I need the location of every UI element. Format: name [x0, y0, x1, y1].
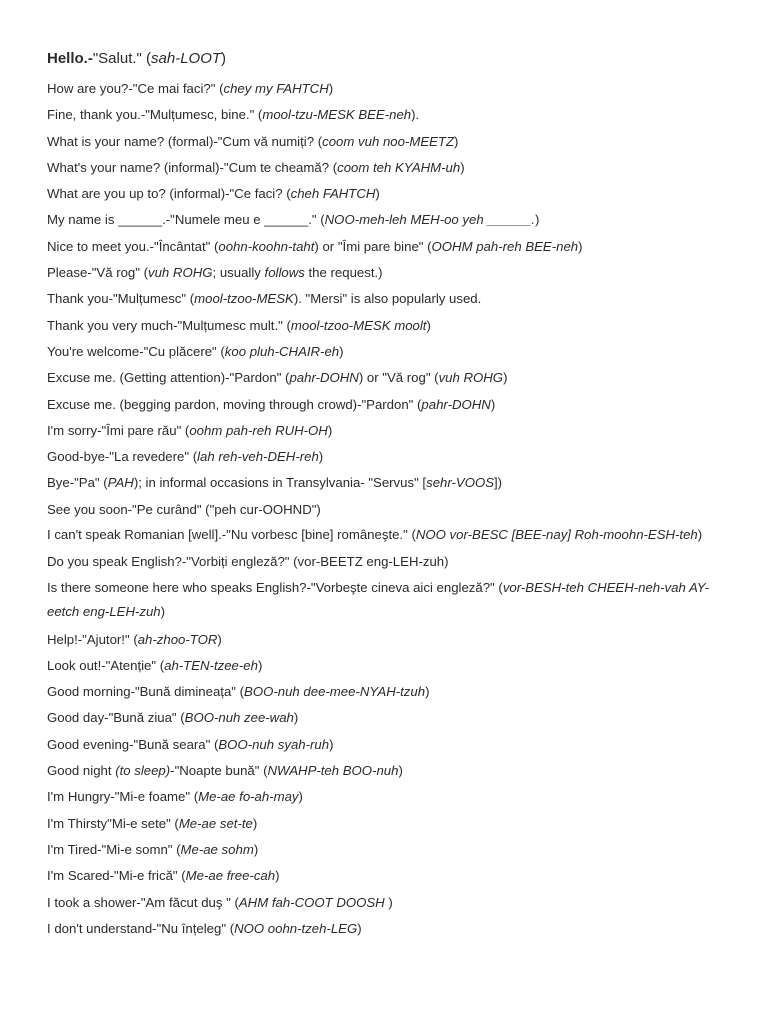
phrase-text: ): [339, 343, 344, 359]
phrase-text: -"Noapte bună" (: [170, 763, 268, 779]
phrase-text: ): [328, 81, 334, 96]
phrase-text: ). "Mersi" is also popularly used.: [293, 291, 482, 307]
phrase-line: [47, 916, 737, 942]
phrase-text: ): [454, 133, 459, 149]
phrase-line: [47, 76, 737, 102]
pronunciation-text: vuh ROHG: [148, 265, 213, 281]
phrase-text: ): [697, 527, 703, 543]
phrase-text: You're welcome-"Cu plăcere" (: [47, 343, 225, 359]
phrase-text: ): [578, 238, 583, 254]
pronunciation-text: oohm pah-reh RUH-OH: [189, 422, 328, 438]
pronunciation-text: (to sleep): [115, 763, 171, 779]
phrase-line: [47, 784, 737, 810]
pronunciation-text: cheh FAHTCH: [290, 186, 376, 202]
phrase-text: Help!-"Ajutor!" (: [47, 631, 138, 647]
phrase-line: [47, 549, 737, 575]
title-pronunciation: sah-LOOT: [151, 50, 222, 67]
phrase-text: I can't speak Romanian [well].-"Nu vorbesc [bine] româneşte." (: [47, 527, 416, 543]
page-title: [47, 49, 226, 69]
phrase-text: ): [217, 631, 222, 647]
pronunciation-text: Me-ae set-te: [178, 815, 253, 831]
title-end: ): [221, 50, 227, 67]
pronunciation-text: NOO vor-BESC [BEE-nay] Roh-moohn-ESH-teh: [415, 527, 698, 543]
pronunciation-text: pahr-DOHN: [421, 396, 491, 412]
phrase-line: [47, 627, 737, 653]
phrase-text: ); in informal occasions in Transylvania- "Servus" [: [133, 475, 427, 491]
phrase-text: ): [298, 789, 303, 805]
phrase-line: [47, 444, 737, 470]
pronunciation-text: ah-TEN-tzee-eh: [164, 657, 258, 673]
phrase-text: What's your name? (informal)-"Cum te cheamă? (: [47, 159, 338, 175]
phrase-text: Good night: [47, 763, 116, 779]
phrase-text: Thank you-"Mulțumesc" (: [47, 291, 195, 307]
phrase-line: [47, 470, 737, 496]
pronunciation-text: BOO-nuh zee-wah: [184, 710, 294, 726]
phrase-text: ) or "Îmi pare bine" (: [314, 238, 432, 254]
phrase-text: Bye-"Pa" (: [47, 475, 108, 491]
phrase-text: ): [253, 841, 259, 857]
phrase-text: ): [329, 736, 334, 752]
pronunciation-text: NWAHP-teh BOO-nuh: [267, 763, 399, 779]
phrase-text: Fine, thank you.-"Mulțumesc, bine." (: [47, 107, 263, 123]
phrase-line: [47, 837, 737, 863]
phrase-text: ): [535, 212, 540, 228]
phrase-text: How are you?-"Ce mai faci?" (: [47, 81, 224, 96]
phrase-line: [47, 758, 737, 784]
pronunciation-text: BOO-nuh syah-ruh: [218, 736, 330, 752]
phrase-text: Excuse me. (Getting attention)-"Pardon" (: [47, 370, 290, 386]
phrase-text: ): [275, 868, 280, 884]
phrase-line: [47, 890, 737, 916]
phrase-line: [47, 207, 737, 233]
pronunciation-text: coom teh KYAHM-uh: [337, 159, 461, 175]
phrase-text: Please-"Vă rog" (: [47, 265, 148, 281]
pronunciation-text: NOO oohn-tzeh-LEG: [234, 920, 358, 936]
phrase-text: ): [398, 763, 403, 779]
phrase-line: [47, 653, 737, 679]
phrase-text: Good day-"Bună ziua" (: [47, 710, 185, 726]
pronunciation-text: pahr-DOHN: [289, 370, 359, 386]
pronunciation-text: Me-ae fo-ah-may: [198, 789, 299, 805]
phrase-text: ; usually: [212, 265, 265, 281]
phrase-text: ): [318, 449, 324, 465]
phrase-line: [47, 523, 737, 547]
phrase-text: I don't understand-"Nu înțeleg" (: [47, 920, 235, 936]
phrase-text: See you soon-"Pe curând" ("peh cur-OOHND"): [47, 501, 321, 517]
pronunciation-text: Me-ae sohm: [180, 841, 254, 857]
phrase-text: ): [357, 920, 362, 936]
pronunciation-text: NOO-meh-leh MEH-oo yeh ______.: [324, 212, 536, 228]
pronunciation-text: follows: [264, 265, 305, 281]
pronunciation-text: Me-ae free-cah: [185, 868, 276, 884]
phrase-text: I'm Scared-"Mi-e frică" (: [47, 868, 186, 884]
pronunciation-text: mool-tzoo-MESK: [194, 291, 294, 307]
phrase-line: [47, 260, 737, 286]
phrase-line: [47, 732, 737, 758]
phrase-text: Good-bye-"La revedere" (: [47, 449, 198, 465]
pronunciation-text: BOO-nuh dee-mee-NYAH-tzuh: [244, 684, 426, 700]
phrase-text: ): [327, 422, 333, 438]
phrase-line: [47, 102, 737, 128]
phrase-text: ) or "Vă rog" (: [358, 370, 439, 386]
title-bold: Hello.-: [47, 50, 93, 67]
phrase-text: ): [293, 710, 299, 726]
phrase-text: ).: [411, 107, 420, 123]
pronunciation-text: OOHM pah-reh BEE-neh: [431, 238, 579, 254]
phrase-line: [47, 365, 737, 391]
phrase-text: ): [460, 159, 465, 175]
phrase-text: I'm Thirsty"Mi-e sete" (: [47, 815, 179, 831]
phrase-text: Do you speak English?-"Vorbiți engleză?" (vor-BEETZ eng-LEH-zuh): [47, 554, 449, 570]
phrase-text: ]): [494, 475, 503, 491]
phrase-text: the request.): [304, 265, 383, 281]
phrase-line: [47, 705, 737, 731]
phrase-text: Good evening-"Bună seara" (: [47, 736, 219, 752]
phrase-text: Nice to meet you.-"Încântat" (: [47, 238, 219, 254]
phrase-text: ): [425, 684, 430, 700]
pronunciation-text: vuh ROHG: [438, 370, 504, 386]
pronunciation-text: mool-tzu-MESK BEE-neh: [262, 107, 412, 123]
phrase-text: What is your name? (formal)-"Cum vă numiți? (: [47, 133, 323, 149]
phrase-text: I'm sorry-"Îmi pare rău" (: [47, 422, 190, 438]
phrase-line: [47, 155, 737, 181]
phrase-text: ): [252, 815, 258, 831]
phrase-text: Thank you very much-"Mulțumesc mult." (: [47, 317, 291, 333]
phrase-text: ): [388, 894, 393, 910]
phrase-text: Excuse me. (begging pardon, moving through crowd)-"Pardon" (: [47, 396, 422, 412]
pronunciation-text: oohn-koohn-taht: [218, 238, 315, 254]
phrase-text: ): [503, 370, 508, 386]
pronunciation-text: PAH: [107, 475, 134, 491]
pronunciation-text: chey my FAHTCH: [223, 81, 329, 96]
phrase-line: [47, 286, 737, 312]
phrase-text: ): [375, 186, 380, 202]
phrase-line: [47, 418, 737, 444]
phrase-text: I took a shower-"Am făcut duş " (: [47, 894, 239, 910]
phrase-text: I'm Tired-"Mi-e somn" (: [47, 841, 181, 857]
phrase-line: [47, 339, 737, 365]
pronunciation-text: sehr-VOOS: [426, 475, 495, 491]
phrase-line: [47, 313, 737, 339]
phrase-line: [47, 129, 737, 155]
phrase-line: [47, 181, 737, 207]
phrase-text: Look out!-"Atenție" (: [47, 657, 165, 673]
phrase-text: ): [257, 657, 263, 673]
phrase-line: [47, 679, 737, 705]
phrase-line: [47, 234, 737, 260]
phrase-line: [47, 811, 737, 837]
phrase-text: ): [160, 604, 166, 620]
pronunciation-text: coom vuh noo-MEETZ: [322, 133, 455, 149]
phrase-list: [47, 76, 737, 942]
phrase-line: [47, 392, 737, 418]
pronunciation-text: mool-tzoo-MESK moolt: [290, 317, 427, 333]
phrase-text: I'm Hungry-"Mi-e foame" (: [47, 789, 199, 805]
pronunciation-text: AHM fah-COOT DOOSH: [238, 894, 389, 910]
phrase-line: [47, 863, 737, 889]
phrase-text: ): [426, 317, 431, 333]
phrase-line: [47, 497, 737, 523]
phrase-text: What are you up to? (informal)-"Ce faci? (: [47, 186, 291, 202]
pronunciation-text: vor-BESH-teh CHEEH-neh-vah AY-eetch eng-LEH-zuh: [47, 579, 709, 620]
phrase-line: [47, 576, 737, 625]
phrase-text: My name is ______.-"Numele meu e ______." (: [47, 212, 325, 228]
pronunciation-text: koo pluh-CHAIR-eh: [224, 343, 340, 359]
pronunciation-text: ah-zhoo-TOR: [137, 631, 218, 647]
phrase-text: Is there someone here who speaks English?-"Vorbeşte cineva aici engleză?" (: [47, 579, 503, 595]
pronunciation-text: lah reh-veh-DEH-reh: [197, 449, 319, 465]
phrase-text: ): [490, 396, 496, 412]
phrase-text: Good morning-"Bună dimineața" (: [47, 684, 245, 700]
title-text: "Salut." (: [92, 50, 152, 67]
